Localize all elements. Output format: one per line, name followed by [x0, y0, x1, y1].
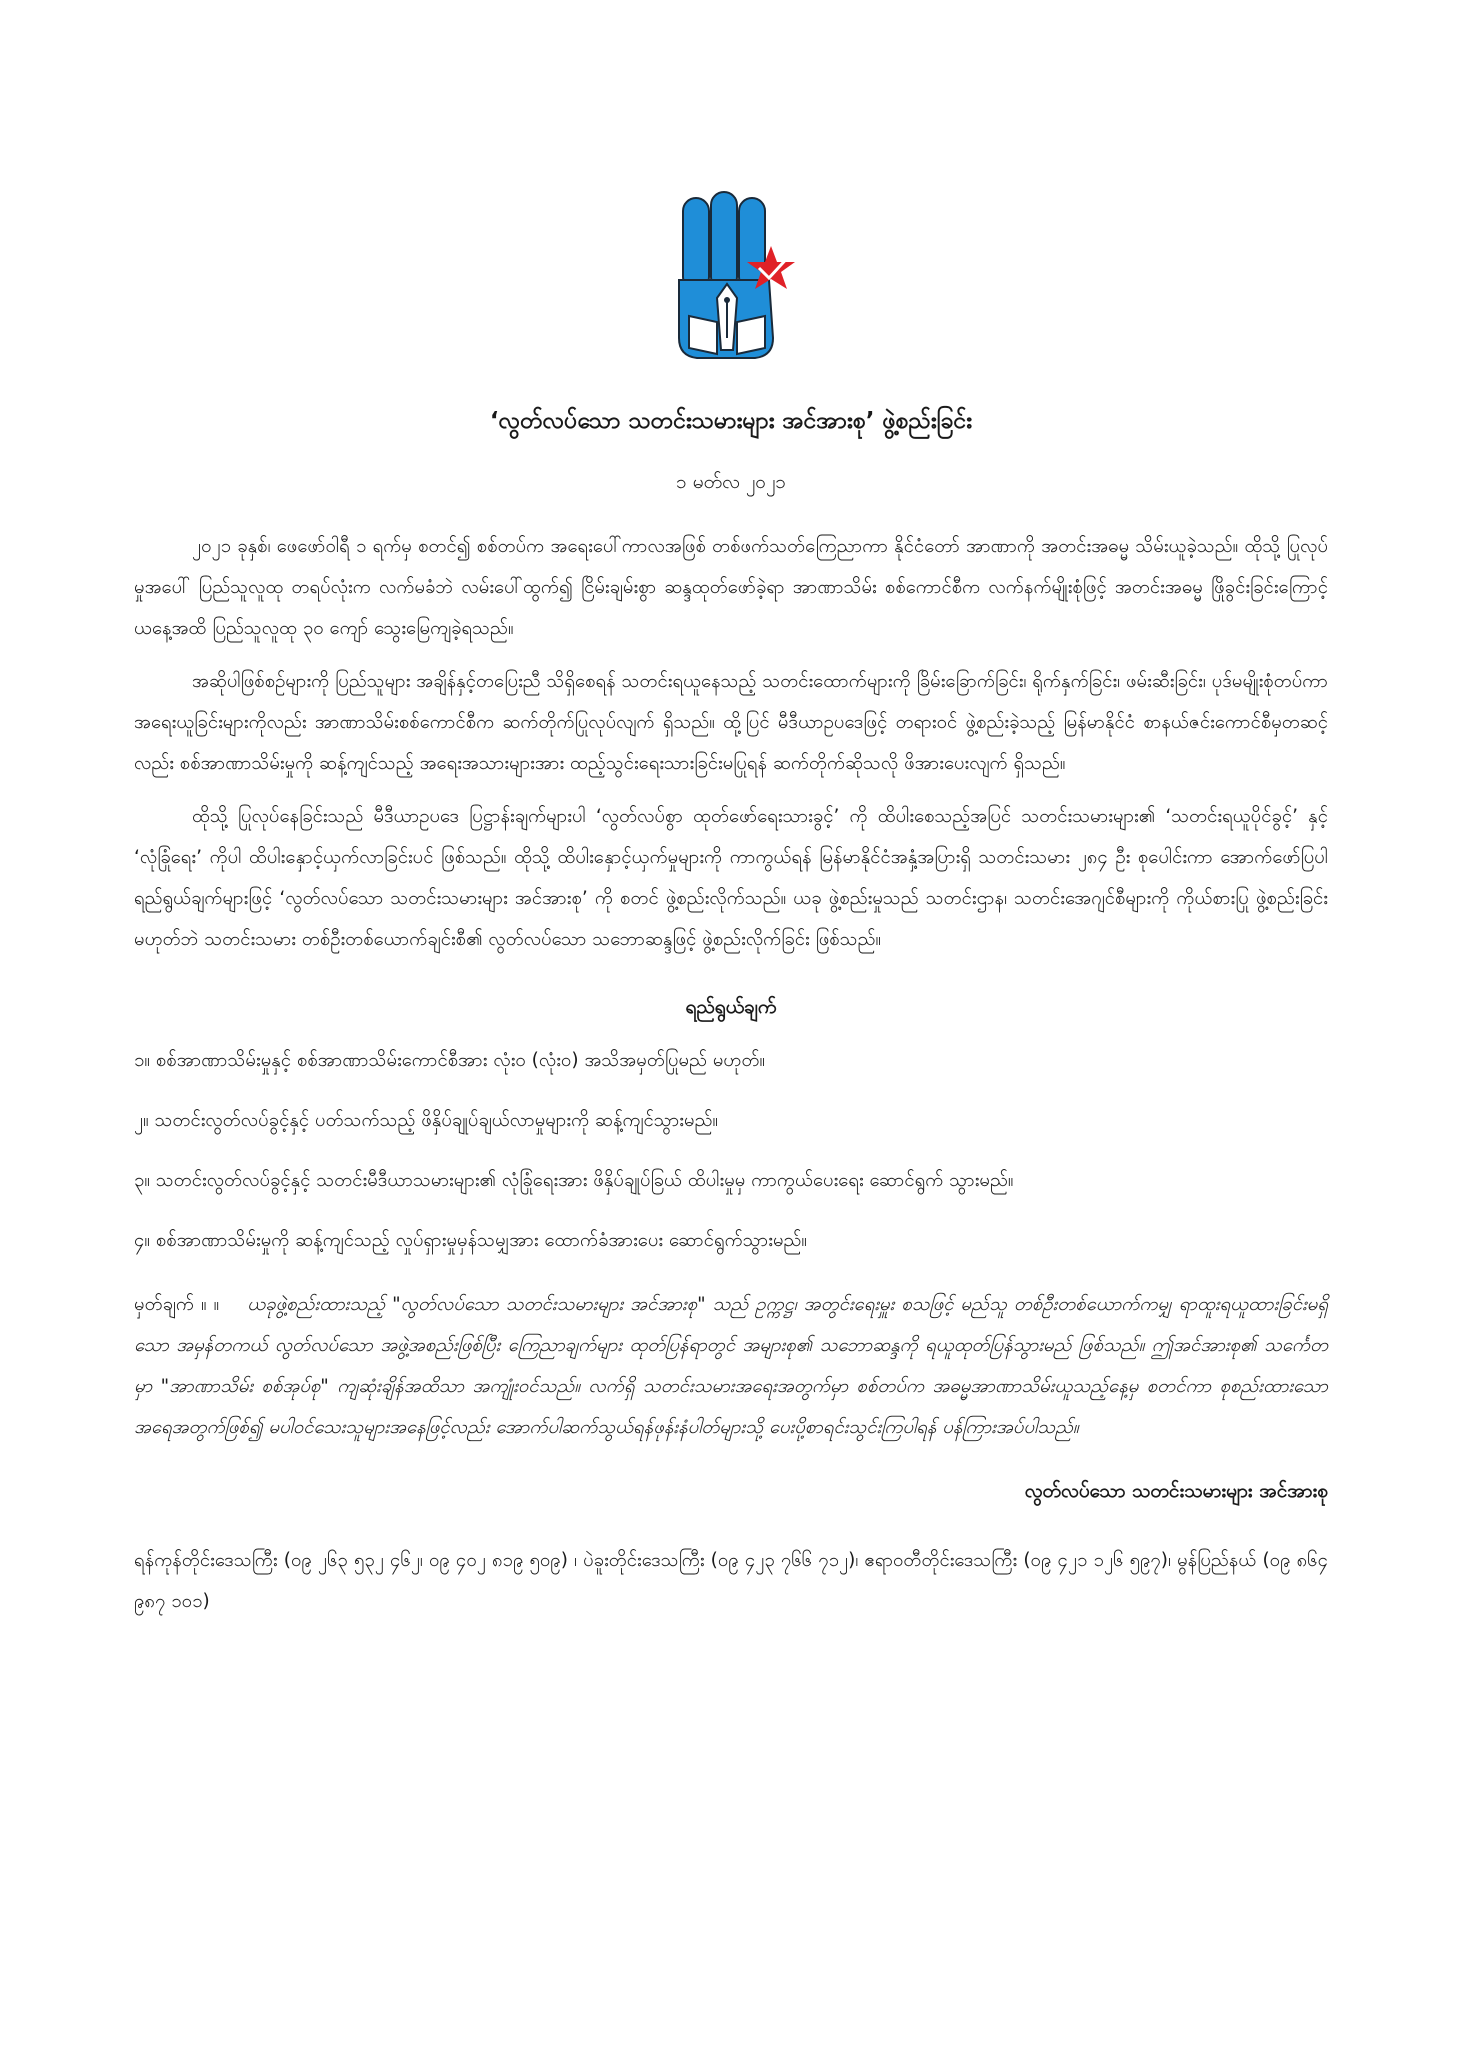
- objective-item-3: ၃။ သတင်းလွတ်လပ်ခွင့်နှင့် သတင်းမီဒီယာသမားများ၏ လုံခြုံရေးအား ဖိနှိပ်ချုပ်ခြယ် ထိပါးမှုမှ ကာကွယ်ပေးရေး ဆောင်ရွက် သွားမည်။: [134, 1170, 1014, 1191]
- note-label: မှတ်ချက် ။ ။: [134, 1294, 220, 1315]
- objective-item-1: ၁။ စစ်အာဏာသိမ်းမှုနှင့် စစ်အာဏာသိမ်းကောင်စီအား လုံး၀ (လုံး၀) အသိအမှတ်ပြုမည် မဟုတ်။: [134, 1050, 766, 1071]
- objective-item-4: ၄။ စစ်အာဏာသိမ်းမှုကို ဆန့်ကျင်သည့် လှုပ်ရှားမှုမှန်သမျှအား ထောက်ခံအားပေး ဆောင်ရွက်သွားမည်။: [134, 1230, 808, 1251]
- document-title: ‘လွတ်လပ်သော သတင်းသမားများ အင်အားစု’ ဖွဲ့စည်းခြင်း: [489, 408, 973, 434]
- signature: လွတ်လပ်သော သတင်းသမားများ အင်အားစု: [1024, 1480, 1328, 1502]
- body-paragraph-3: ထိုသို့ ပြုလုပ်နေခြင်းသည် မီဒီယာဥပဒေ ပြဋ္ဌာန်းချက်များပါ ‘လွတ်လပ်စွာ ထုတ်ဖော်ရေးသားခွင့်’ ကို ထိပါးစေသည့်အပြင် သတင်းသမားများ၏ ‘သတင်းရယူပိုင်ခွင့်’ နှင့် ‘လုံခြုံရေး’ ကိုပါ ထိပါးနှောင့်ယှက်လာခြင်းပင် ဖြစ်သည်။ ထိုသို့ ထိပါးနှောင့်ယှက်မှုများကို ကာကွယ်ရန် မြန်မာနိုင်ငံအနှံ့အပြားရှိ သတင်းသမား ၂၈၄ ဦး စုပေါင်းကာ အောက်ဖော်ပြပါ ရည်ရွယ်ချက်များဖြင့် ‘လွတ်လပ်သော သတင်းသမားများ အင်အားစု’ ကို စတင် ဖွဲ့စည်းလိုက်သည်။ ယခု ဖွဲ့စည်းမှုသည် သတင်းဌာန၊ သတင်းအေဂျင်စီများကို ကိုယ်စားပြု ဖွဲ့စည်းခြင်းမဟုတ်ဘဲ သတင်းသမား တစ်ဦးတစ်ယောက်ချင်းစီ၏ လွတ်လပ်သော သဘောဆန္ဒဖြင့် ဖွဲ့စည်းလိုက်ခြင်း ဖြစ်သည်။: [134, 806, 1328, 950]
- body-paragraph-2: အဆိုပါဖြစ်စဉ်များကို ပြည်သူများ အချိန်နှင့်တပြေးညီ သိရှိစေရန် သတင်းရယူနေသည့် သတင်းထောက်များကို ခြိမ်းခြောက်ခြင်း၊ ရိုက်နှက်ခြင်း၊ ဖမ်းဆီးခြင်း၊ ပုဒ်မမျိုးစုံတပ်ကာ အရေးယူခြင်းများကိုလည်း အာဏာသိမ်းစစ်ကောင်စီက ဆက်တိုက်ပြုလုပ်လျက် ရှိသည်။ ထို့ပြင် မီဒီယာဥပဒေဖြင့် တရားဝင် ဖွဲ့စည်းခဲ့သည့် မြန်မာနိုင်ငံ စာနယ်ဇင်းကောင်စီမှတဆင့်လည်း စစ်အာဏာသိမ်းမှုကို ဆန့်ကျင်သည့် အရေးအသားများအား ထည့်သွင်းရေးသားခြင်းမပြုရန် ဆက်တိုက်ဆိုသလို ဖိအားပေးလျက် ရှိသည်။: [134, 671, 1328, 774]
- contact-numbers: ရန်ကုန်တိုင်းဒေသကြီး (၀၉ ၂၆၃ ၅၃၂ ၄၆၂၊ ၀၉ ၄၀၂ ၈၁၉ ၅၀၉) ၊ ပဲခူးတိုင်းဒေသကြီး (၀၉ ၄၂၃ ၇၆၆ ၇၁၂)၊ ဧရာဝတီတိုင်းဒေသကြီး (၀၉ ၄၂၁ ၁၂၆ ၅၉၇)၊ မွန်ပြည်နယ် (၀၉ ၈၆၄ ၉၈၇ ၁၀၁): [134, 1550, 1328, 1612]
- note-paragraph: [134, 1284, 1328, 1448]
- note-text: ယခုဖွဲ့စည်းထားသည့် "လွတ်လပ်သော သတင်းသမားများ အင်အားစု" သည် ဥက္ကဋ္ဌ၊ အတွင်းရေးမှူး စသဖြင့် မည်သူ တစ်ဦးတစ်ယောက်ကမျှ ရာထူးရယူထားခြင်းမရှိသော အမှန်တကယ် လွတ်လပ်သော အဖွဲ့အစည်းဖြစ်ပြီး ကြေညာချက်များ ထုတ်ပြန်ရာတွင် အများစု၏ သဘောဆန္ဒကို ရယူထုတ်ပြန်သွားမည် ဖြစ်သည်။ ဤအင်အားစု၏ သင်္ကေတမှာ "အာဏာသိမ်း စစ်အုပ်စု" ကျဆုံးချိန်အထိသာ အကျုံးဝင်သည်။ လက်ရှိ သတင်းသမားအရေးအတွက်မှာ စစ်တပ်က အဓမ္မအာဏာသိမ်းယူသည့်နေ့မှ စတင်ကာ စုစည်းထားသော အရေအတွက်ဖြစ်၍ မပါဝင်သေးသူများအနေဖြင့်လည်း အောက်ပါဆက်သွယ်ရန်ဖုန်းနံပါတ်များသို့ ပေးပို့စာရင်းသွင်းကြပါရန် ပန်ကြားအပ်ပါသည်။: [134, 1294, 1328, 1438]
- logo-container: [134, 188, 1328, 368]
- three-finger-salute-icon: [661, 188, 801, 368]
- body-paragraph-1: ၂၀၂၁ ခုနှစ်၊ ဖေဖော်ဝါရီ ၁ ရက်မှ စတင်၍ စစ်တပ်က အရေးပေါ်ကာလအဖြစ် တစ်ဖက်သတ်ကြေညာကာ နိုင်ငံတော် အာဏာကို အတင်းအဓမ္မ သိမ်းယူခဲ့သည်။ ထိုသို့ ပြုလုပ်မှုအပေါ် ပြည်သူလူထု တရပ်လုံးက လက်မခံဘဲ လမ်းပေါ်ထွက်၍ ငြိမ်းချမ်းစွာ ဆန္ဒထုတ်ဖော်ခဲ့ရာ အာဏာသိမ်း စစ်ကောင်စီက လက်နက်မျိုးစုံဖြင့် အတင်းအဓမ္မ ဖြိုခွင်းခြင်းကြောင့် ယနေ့အထိ ပြည်သူလူထု ၃၀ ကျော် သွေးမြေကျခဲ့ရသည်။: [134, 536, 1328, 639]
- objective-item-2: ၂။ သတင်းလွတ်လပ်ခွင့်နှင့် ပတ်သက်သည့် ဖိနှိပ်ချုပ်ချယ်လာမှုများကို ဆန့်ကျင်သွားမည်။: [134, 1110, 719, 1131]
- objectives-heading: ရည်ရွယ်ချက်: [685, 996, 777, 1018]
- document-date: ၁ မတ်လ ၂၀၂၁: [676, 471, 786, 493]
